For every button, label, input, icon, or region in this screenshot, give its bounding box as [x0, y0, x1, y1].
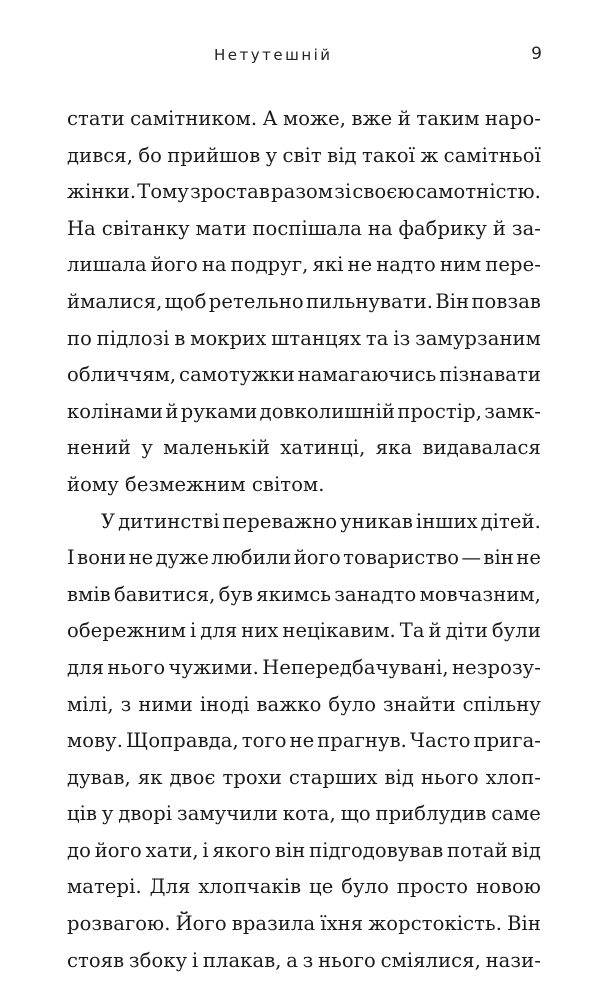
word: прагнув.: [317, 729, 407, 753]
word: мілі,: [67, 692, 114, 716]
text-line: [67, 174, 541, 211]
word: не: [289, 729, 315, 753]
text-line: [67, 394, 541, 431]
text-line: [67, 247, 541, 284]
word: було: [328, 692, 377, 716]
word: нього: [107, 655, 166, 679]
word: чужими.: [168, 655, 259, 679]
word: мовчазним,: [419, 582, 541, 606]
word: двоє: [169, 765, 216, 789]
text-line: [67, 760, 541, 797]
word: і: [191, 948, 199, 972]
word: не: [128, 546, 154, 570]
word: бо: [138, 143, 162, 167]
word: якимсь: [256, 582, 332, 606]
word: хлоп-: [485, 765, 541, 789]
word: безмежним: [125, 472, 246, 496]
word: світом.: [251, 472, 325, 496]
word: Він: [507, 912, 541, 936]
word: дуже: [155, 546, 209, 570]
word: його: [293, 546, 341, 570]
word: нього: [318, 948, 376, 972]
word: сміялися,: [380, 948, 481, 972]
word: штанцях: [271, 326, 362, 350]
word: жорстокість.: [368, 912, 502, 936]
word: приблудив: [375, 802, 487, 826]
word: із: [393, 326, 411, 350]
text-line: [67, 321, 541, 358]
word: дворі: [118, 802, 173, 826]
word: в: [174, 326, 186, 350]
word: переважно: [222, 509, 338, 533]
word: світ: [282, 143, 322, 167]
word: як: [137, 765, 163, 789]
word: і: [189, 619, 197, 643]
text-line: [67, 504, 541, 541]
word: руками: [180, 399, 258, 423]
word: ними: [138, 692, 193, 716]
word: Для: [149, 875, 191, 899]
word: плакав,: [202, 948, 282, 972]
text-line: [67, 357, 541, 394]
word: самотужки: [179, 363, 295, 387]
word: пізнавати: [439, 363, 541, 387]
word: ним: [439, 253, 482, 277]
text-line: [67, 430, 541, 467]
word: трохи: [222, 765, 282, 789]
word: й: [165, 399, 179, 423]
word: намагаючись: [297, 363, 437, 387]
word: а: [286, 948, 298, 972]
word: зі: [334, 180, 352, 204]
word: по: [67, 326, 92, 350]
word: жінки.: [67, 180, 137, 204]
word: повзав: [471, 289, 541, 313]
word: мати: [195, 216, 247, 240]
word: Тому: [137, 180, 190, 204]
word: збоку: [128, 948, 188, 972]
word: у: [101, 802, 114, 826]
word: самітником.: [130, 107, 258, 130]
word: поспішала: [252, 216, 362, 240]
word: у: [265, 143, 278, 167]
text-line: [67, 284, 541, 321]
word: такої: [361, 143, 416, 167]
word: Непередбачувані,: [262, 655, 449, 679]
word: був: [218, 582, 254, 606]
word: любили: [211, 546, 292, 570]
word: хлопчаків: [198, 875, 302, 899]
word: він: [483, 546, 514, 570]
word: того: [241, 729, 287, 753]
word: зростав: [190, 180, 270, 204]
word: з: [120, 692, 132, 716]
word: й: [428, 619, 442, 643]
word: замурзаним: [415, 326, 541, 350]
word: він: [274, 838, 306, 862]
word: них: [241, 619, 279, 643]
word: дував,: [67, 765, 131, 789]
word: незрозу-: [452, 655, 541, 679]
text-line: [67, 687, 541, 724]
word: щоб: [164, 289, 207, 313]
word: вмів: [67, 582, 111, 606]
text-line: [67, 577, 541, 614]
word: Щоправда,: [125, 729, 239, 753]
word: дитинстві: [118, 509, 220, 533]
word: замучили: [176, 802, 278, 826]
word: важко: [256, 692, 322, 716]
word: бавитися,: [113, 582, 216, 606]
word: світанку: [101, 216, 190, 240]
word: яка: [375, 436, 413, 460]
word: нений: [67, 436, 132, 460]
word: у: [141, 436, 153, 460]
text-line: [67, 138, 541, 175]
word: нази-: [485, 948, 541, 972]
text-line: [67, 540, 541, 577]
word: Він: [435, 289, 470, 313]
word: просто: [396, 875, 469, 899]
page-number: 9: [531, 44, 542, 64]
word: довколишній: [259, 399, 396, 423]
word: Часто: [409, 729, 471, 753]
word: від: [327, 143, 357, 167]
word: хатинці,: [280, 436, 366, 460]
word: мокрих: [190, 326, 267, 350]
word: дітей.: [480, 509, 541, 533]
word: не: [516, 546, 541, 570]
word: маленькій: [163, 436, 270, 460]
word: спільну: [462, 692, 541, 716]
word: від: [384, 765, 414, 789]
word: і: [202, 838, 209, 862]
word: за-: [511, 216, 541, 240]
word: їхня: [320, 912, 364, 936]
word: Його: [175, 912, 227, 936]
word: нецікавим.: [282, 619, 396, 643]
word: це: [309, 875, 334, 899]
word: й: [492, 216, 506, 240]
word: ретельно: [208, 289, 304, 313]
text-line: [67, 613, 541, 650]
word: вже: [351, 107, 393, 130]
word: лишала: [67, 253, 147, 277]
word: колінами: [67, 399, 164, 423]
running-head: [0, 46, 600, 70]
word: старших: [288, 765, 378, 789]
text-line: [67, 467, 541, 504]
word: обличчям,: [67, 363, 177, 387]
word: вразила: [231, 912, 316, 936]
word: розвагою.: [67, 912, 171, 936]
word: на: [201, 253, 227, 277]
word: замк-: [484, 399, 541, 423]
word: ців: [67, 802, 98, 826]
word: самотністю.: [415, 180, 541, 204]
word: його: [150, 253, 198, 277]
text-line: [67, 906, 541, 943]
word: було: [341, 875, 390, 899]
word: прига-: [473, 729, 541, 753]
text-line: [67, 833, 541, 870]
word: пере-: [485, 253, 541, 277]
word: матері.: [67, 875, 142, 899]
running-title: Нетутешній: [214, 46, 333, 64]
word: ймалися,: [67, 289, 163, 313]
word: якого: [212, 838, 272, 862]
word: І: [67, 546, 75, 570]
word: вони: [77, 546, 127, 570]
word: фабрику: [398, 216, 488, 240]
word: кота,: [282, 802, 336, 826]
word: й: [397, 107, 411, 130]
text-line: [67, 650, 541, 687]
word: На: [67, 216, 96, 240]
word: У: [101, 509, 116, 533]
text-line: [67, 869, 541, 906]
word: до: [67, 838, 91, 862]
text-line: [67, 211, 541, 248]
word: інших: [415, 509, 478, 533]
word: надто: [376, 253, 436, 277]
text-line: [67, 943, 541, 980]
word: які: [312, 253, 344, 277]
word: може,: [283, 107, 347, 130]
word: простір,: [397, 399, 483, 423]
word: видавалася: [422, 436, 541, 460]
word: для: [67, 655, 104, 679]
word: пильнувати.: [305, 289, 434, 313]
word: занадто: [334, 582, 417, 606]
word: Та: [399, 619, 425, 643]
word: були: [491, 619, 541, 643]
word: ж: [420, 143, 439, 167]
word: для: [200, 619, 238, 643]
word: підлозі: [96, 326, 170, 350]
word: стояв: [67, 948, 125, 972]
word: іноді: [199, 692, 250, 716]
word: самітньої: [443, 143, 541, 167]
word: стати: [67, 107, 125, 130]
word: уникав: [340, 509, 413, 533]
word: підгодовував: [309, 838, 444, 862]
text-line: [67, 723, 541, 760]
word: таким: [416, 107, 480, 130]
word: своєю: [352, 180, 415, 204]
word: А: [262, 107, 278, 130]
word: обережним: [67, 619, 187, 643]
word: знайти: [383, 692, 456, 716]
word: його: [94, 838, 142, 862]
word: від: [511, 838, 541, 862]
word: не: [347, 253, 373, 277]
word: разом: [271, 180, 334, 204]
text-line: [67, 796, 541, 833]
word: товариство: [343, 546, 460, 570]
word: саме: [491, 802, 541, 826]
word: хати,: [145, 838, 199, 862]
word: мову.: [67, 729, 124, 753]
body-text: [67, 101, 541, 979]
text-line: [67, 101, 541, 138]
word: подруг,: [230, 253, 309, 277]
word: потай: [447, 838, 508, 862]
word: наро-: [485, 107, 541, 130]
word: на: [367, 216, 393, 240]
word: дився,: [67, 143, 134, 167]
word: —: [461, 546, 482, 570]
word: з: [302, 948, 314, 972]
word: прийшов: [167, 143, 261, 167]
word: новою: [476, 875, 541, 899]
word: нього: [420, 765, 479, 789]
word: діти: [445, 619, 488, 643]
word: що: [340, 802, 371, 826]
word: та: [365, 326, 389, 350]
word: йому: [67, 472, 119, 496]
